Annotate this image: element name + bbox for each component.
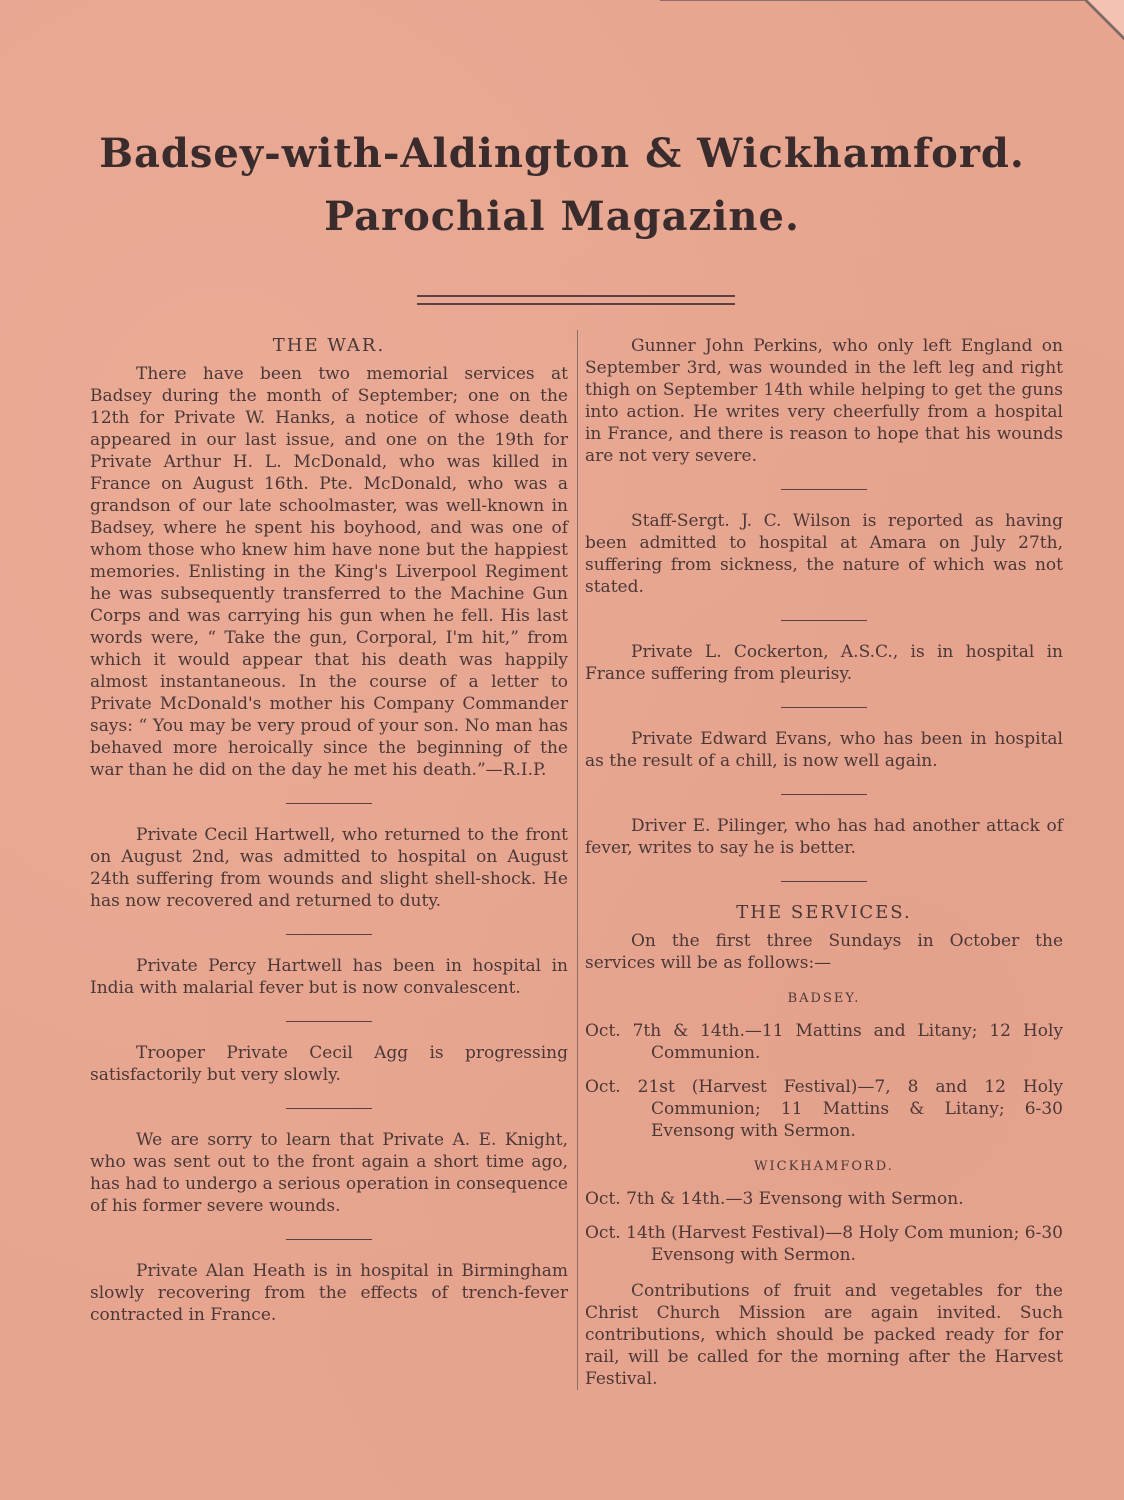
right-column bbox=[585, 335, 1063, 1390]
badsey-service-1: Oct. 7th & 14th.—11 Mattins and Litany; 12 Holy Communion. bbox=[585, 1021, 1063, 1063]
column-divider bbox=[577, 330, 578, 1390]
separator-rule bbox=[781, 620, 867, 621]
folded-corner bbox=[1084, 0, 1124, 40]
war-paragraph-alan-heath: Private Alan Heath is in hospital in Birmingham slowly recovering from the effects of trench-fever contracted in France. bbox=[90, 1261, 568, 1325]
wickhamford-subheading: WICKHAMFORD. bbox=[754, 1159, 894, 1174]
war-paragraph-knight: We are sorry to learn that Private A. E. Knight, who was sent out to the front again a short time ago, has had to undergo a serious operation in consequence of his former severe wounds. bbox=[90, 1130, 568, 1216]
left-column bbox=[90, 335, 568, 1326]
separator-rule bbox=[781, 881, 867, 882]
wickhamford-service-1: Oct. 7th & 14th.—3 Evensong with Sermon. bbox=[585, 1189, 964, 1209]
separator-rule bbox=[781, 794, 867, 795]
top-edge-rule bbox=[660, 0, 1084, 1]
services-heading: THE SERVICES. bbox=[736, 902, 912, 923]
wickhamford-service-2: Oct. 14th (Harvest Festival)—8 Holy Com munion; 6-30 Evensong with Sermon. bbox=[585, 1223, 1063, 1265]
war-paragraph-cecil-agg: Trooper Private Cecil Agg is progressing satisfactorily but very slowly. bbox=[90, 1043, 568, 1085]
masthead-title-line1: Badsey-with-Aldington & Wickhamford. bbox=[99, 130, 1025, 177]
badsey-subheading: BADSEY. bbox=[787, 991, 861, 1006]
war-paragraph-evans: Private Edward Evans, who has been in hospital as the result of a chill, is now well again. bbox=[585, 729, 1063, 771]
war-paragraph-wilson: Staff-Sergt. J. C. Wilson is reported as having been admitted to hospital at Amara on July 27th, suffering from sickness, the nature of which was not stated. bbox=[585, 511, 1063, 597]
separator-rule bbox=[781, 707, 867, 708]
masthead-double-rule bbox=[417, 295, 735, 305]
war-paragraph-cockerton: Private L. Cockerton, A.S.C., is in hospital in France suffering from pleurisy. bbox=[585, 642, 1063, 684]
masthead bbox=[0, 130, 1124, 240]
services-intro: On the first three Sundays in October the services will be as follows:— bbox=[585, 931, 1063, 973]
war-heading: THE WAR. bbox=[272, 335, 386, 356]
separator-rule bbox=[781, 489, 867, 490]
separator-rule bbox=[286, 1239, 372, 1240]
war-paragraph-perkins: Gunner John Perkins, who only left England on September 3rd, was wounded in the left leg and right thigh on September 14th while helping to get the guns into action. He writes very cheerfully from a hospital in France, and there is reason to hope that his wounds are not very severe. bbox=[585, 336, 1063, 466]
war-paragraph-pilinger: Driver E. Pilinger, who has had another attack of fever, writes to say he is better. bbox=[585, 816, 1063, 858]
war-paragraph-percy-hartwell: Private Percy Hartwell has been in hospital in India with malarial fever but is now convalescent. bbox=[90, 956, 568, 998]
war-paragraph-cecil-hartwell: Private Cecil Hartwell, who returned to the front on August 2nd, was admitted to hospital on August 24th suffering from wounds and slight shell-shock. He has now recovered and returned to duty. bbox=[90, 825, 568, 911]
separator-rule bbox=[286, 803, 372, 804]
separator-rule bbox=[286, 1021, 372, 1022]
badsey-service-2: Oct. 21st (Harvest Festival)—7, 8 and 12 Holy Communion; 11 Mattins & Litany; 6-30 Evensong with Sermon. bbox=[585, 1077, 1063, 1141]
contributions-paragraph: Contributions of fruit and vegetables for the Christ Church Mission are again invited. Such contributions, which should be packed ready for for rail, will be called for the morning after the Harvest Festival. bbox=[585, 1281, 1063, 1389]
separator-rule bbox=[286, 934, 372, 935]
war-paragraph-memorials: There have been two memorial services at Badsey during the month of September; one on the 12th for Private W. Hanks, a notice of whose death appeared in our last issue, and one on the 19th for Private Arthur H. L. McDonald, who was killed in France on August 16th. Pte. McDonald, who was a grandson of our late schoolmaster, was well-known in Badsey, where he spent his boyhood, and was one of whom those who knew him have none but the happiest memories. Enlisting in the King's Liverpool Regiment he was subsequently transferred to the Machine Gun Corps and was carrying his gun when he fell. His last words were, “ Take the gun, Corporal, I'm hit,” from which it would appear that his death was happily almost instantaneous. In the course of a letter to Private McDonald's mother his Company Commander says: “ You may be very proud of your son. No man has behaved more heroically since the beginning of the war than he did on the day he met his death.”—R.I.P. bbox=[90, 364, 568, 780]
masthead-title-line2: Parochial Magazine. bbox=[324, 193, 800, 240]
separator-rule bbox=[286, 1108, 372, 1109]
